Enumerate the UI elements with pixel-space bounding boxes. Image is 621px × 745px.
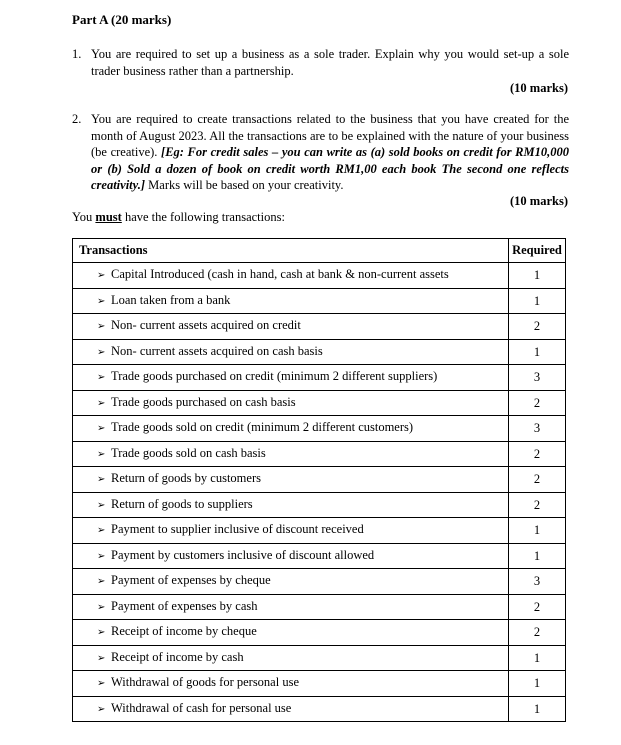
must-have-line [72, 209, 285, 226]
required-count: 3 [509, 569, 566, 595]
arrow-bullet-icon: ➢ [97, 321, 106, 332]
transaction-label: Withdrawal of goods for personal use [111, 675, 299, 689]
table-row [73, 441, 566, 467]
required-count: 1 [509, 543, 566, 569]
table-row [73, 314, 566, 340]
question-2-example: [Eg: For credit sales – you can write as (a) sold books on credit for RM10,000 or (b) Sold a dozen of book on credit worth RM1,00 each book The second one reflects creativity.] [91, 145, 569, 192]
arrow-bullet-icon: ➢ [97, 576, 106, 587]
question-1-number: 1. [72, 47, 82, 61]
transaction-label: Loan taken from a bank [111, 292, 231, 307]
transaction-label: Capital Introduced (cash in hand, cash at bank & non-current assets [111, 267, 449, 281]
required-count: 2 [509, 492, 566, 518]
arrow-bullet-icon: ➢ [97, 525, 106, 536]
question-1 [72, 46, 569, 79]
transaction-cell [73, 518, 509, 544]
required-count: 2 [509, 441, 566, 467]
transaction-cell [73, 594, 509, 620]
arrow-bullet-icon: ➢ [97, 627, 106, 638]
transaction-cell [73, 314, 509, 340]
transaction-label: Return of goods to suppliers [111, 496, 253, 511]
transaction-label: Receipt of income by cheque [111, 624, 257, 638]
transaction-label: Withdrawal of cash for personal use [111, 700, 292, 715]
table-row [73, 288, 566, 314]
arrow-bullet-icon: ➢ [97, 474, 106, 485]
question-2-number: 2. [72, 112, 82, 126]
transaction-cell [73, 416, 509, 442]
must-line-before: You [72, 210, 93, 224]
transaction-label: Receipt of income by cash [111, 649, 244, 664]
transaction-label: Trade goods sold on cash basis [111, 445, 266, 460]
question-2-end: Marks will be based on your creativity. [148, 178, 344, 192]
table-row [73, 492, 566, 518]
arrow-bullet-icon: ➢ [97, 372, 106, 383]
required-count: 3 [509, 416, 566, 442]
required-count: 2 [509, 594, 566, 620]
arrow-bullet-icon: ➢ [97, 346, 106, 358]
question-2-text [91, 111, 569, 194]
required-count: 1 [509, 645, 566, 671]
transaction-cell [73, 263, 509, 289]
arrow-bullet-icon: ➢ [97, 499, 106, 511]
part-title: Part A (20 marks) [72, 12, 172, 27]
table-row [73, 696, 566, 722]
table-row [73, 543, 566, 569]
table-row [73, 416, 566, 442]
arrow-bullet-icon: ➢ [97, 448, 106, 460]
table-row [73, 467, 566, 493]
transaction-cell [73, 390, 509, 416]
required-count: 1 [509, 263, 566, 289]
arrow-bullet-icon: ➢ [97, 270, 106, 281]
transaction-label: Return of goods by customers [111, 471, 261, 485]
required-count: 1 [509, 288, 566, 314]
question-2-marks: (10 marks) [510, 194, 568, 208]
table-row [73, 263, 566, 289]
transaction-label: Non- current assets acquired on cash basis [111, 343, 323, 358]
must-line-emphasis: must [95, 210, 122, 224]
required-count: 2 [509, 620, 566, 646]
transaction-cell [73, 441, 509, 467]
question-2-intro: You are required to create transactions related to the business that you have created for the month of August 2023. All the transactions are to be explained with the nature of your business (be creative). [91, 112, 569, 159]
arrow-bullet-icon: ➢ [97, 678, 106, 689]
required-count: 3 [509, 365, 566, 391]
header-required: Required [509, 239, 566, 263]
transaction-cell [73, 543, 509, 569]
required-count: 2 [509, 467, 566, 493]
transaction-label: Trade goods purchased on cash basis [111, 394, 296, 409]
required-count: 1 [509, 696, 566, 722]
transaction-cell [73, 620, 509, 646]
transaction-label: Non- current assets acquired on credit [111, 318, 301, 332]
transaction-label: Trade goods sold on credit (minimum 2 different customers) [111, 420, 414, 434]
transaction-cell [73, 645, 509, 671]
table-row [73, 671, 566, 697]
required-count: 2 [509, 314, 566, 340]
transaction-cell [73, 288, 509, 314]
arrow-bullet-icon: ➢ [97, 397, 106, 409]
transaction-label: Payment to supplier inclusive of discount received [111, 522, 364, 536]
required-count: 2 [509, 390, 566, 416]
question-1-marks: (10 marks) [510, 81, 568, 95]
must-line-after: have the following transactions: [124, 210, 285, 224]
table-row [73, 339, 566, 365]
transaction-label: Trade goods purchased on credit (minimum 2 different suppliers) [111, 369, 438, 383]
table-row [73, 365, 566, 391]
question-2 [72, 111, 569, 194]
transaction-cell [73, 365, 509, 391]
header-transactions: Transactions [73, 239, 509, 263]
arrow-bullet-icon: ➢ [97, 703, 106, 715]
transaction-cell [73, 696, 509, 722]
table-body [73, 263, 566, 722]
table-row [73, 620, 566, 646]
table-row [73, 645, 566, 671]
transaction-cell [73, 467, 509, 493]
transaction-label: Payment by customers inclusive of discount allowed [111, 547, 375, 562]
arrow-bullet-icon: ➢ [97, 550, 106, 562]
table-row [73, 390, 566, 416]
transactions-table [72, 238, 566, 722]
arrow-bullet-icon: ➢ [97, 295, 106, 307]
transaction-cell [73, 569, 509, 595]
table-header-row [73, 239, 566, 263]
transaction-label: Payment of expenses by cheque [111, 573, 271, 587]
arrow-bullet-icon: ➢ [97, 423, 106, 434]
arrow-bullet-icon: ➢ [97, 652, 106, 664]
required-count: 1 [509, 518, 566, 544]
table-row [73, 594, 566, 620]
table-row [73, 518, 566, 544]
transaction-cell [73, 492, 509, 518]
transaction-label: Payment of expenses by cash [111, 598, 258, 613]
required-count: 1 [509, 671, 566, 697]
arrow-bullet-icon: ➢ [97, 601, 106, 613]
question-1-text: You are required to set up a business as a sole trader. Explain why you would set-up a sole trader business rather than a partnership. [91, 47, 569, 78]
required-count: 1 [509, 339, 566, 365]
transaction-cell [73, 339, 509, 365]
transaction-cell [73, 671, 509, 697]
table-row [73, 569, 566, 595]
